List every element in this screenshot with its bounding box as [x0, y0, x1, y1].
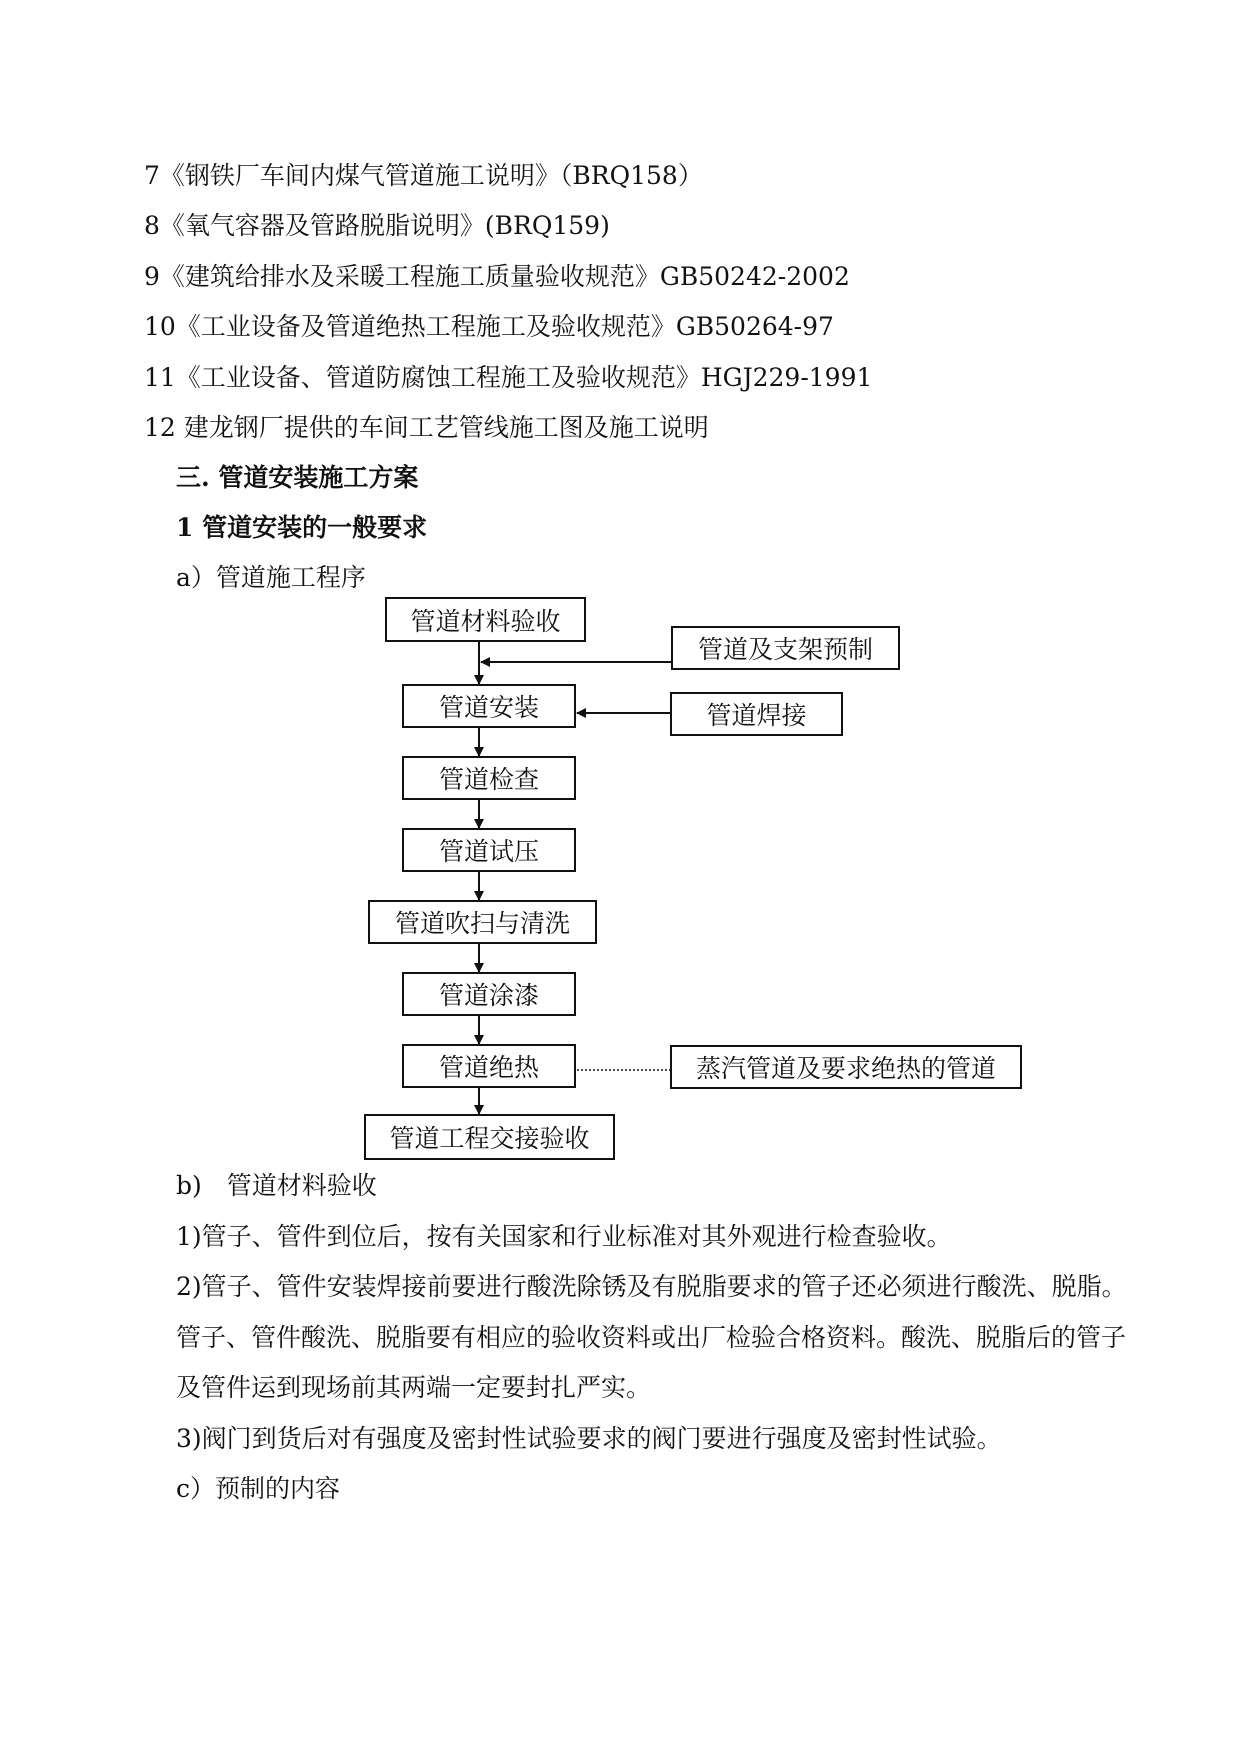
flow-step-pressure-test: 管道试压 — [402, 828, 576, 872]
flow-step-purge-and-clean: 管道吹扫与清洗 — [368, 900, 597, 944]
item-b-label: b) 管道材料验收 — [176, 1171, 377, 1200]
flow-step-material-inspection: 管道材料验收 — [385, 597, 586, 642]
reference-item-12: 12 建龙钢厂提供的车间工艺管线施工图及施工说明 — [144, 413, 709, 442]
reference-item-10: 10《工业设备及管道绝热工程施工及验收规范》GB50264-97 — [144, 312, 834, 341]
flow-step-painting: 管道涂漆 — [402, 972, 576, 1016]
flow-step-insulation: 管道绝热 — [402, 1044, 576, 1088]
flow-side-welding: 管道焊接 — [670, 692, 843, 736]
flow-side-prefabrication: 管道及支架预制 — [671, 626, 900, 670]
reference-item-7: 7《钢铁厂车间内煤气管道施工说明》（BRQ158） — [144, 161, 703, 190]
paragraph-2-end: 及管件运到现场前其两端一定要封扎严实。 — [176, 1373, 652, 1402]
flow-step-pipe-inspection: 管道检查 — [402, 756, 576, 800]
item-a-label: a）管道施工程序 — [176, 563, 366, 592]
flow-step-handover-acceptance: 管道工程交接验收 — [364, 1114, 615, 1160]
paragraph-2: 2)管子、管件安装焊接前要进行酸洗除锈及有脱脂要求的管子还必须进行酸洗、脱脂。 — [176, 1272, 1127, 1301]
flow-side-insulation-scope: 蒸汽管道及要求绝热的管道 — [670, 1045, 1022, 1089]
item-c-label: c）预制的内容 — [176, 1474, 341, 1503]
subsection-title: 1 管道安装的一般要求 — [176, 513, 428, 542]
reference-item-8: 8《氧气容器及管路脱脂说明》(BRQ159) — [144, 211, 610, 240]
paragraph-1: 1)管子、管件到位后，按有关国家和行业标准对其外观进行检查验收。 — [176, 1222, 952, 1251]
reference-item-9: 9《建筑给排水及采暖工程施工质量验收规范》GB50242-2002 — [144, 262, 850, 291]
section-title: 三. 管道安装施工方案 — [176, 463, 419, 492]
reference-item-11: 11《工业设备、管道防腐蚀工程施工及验收规范》HGJ229-1991 — [144, 363, 873, 392]
paragraph-2-continued: 管子、管件酸洗、脱脂要有相应的验收资料或出厂检验合格资料。酸洗、脱脂后的管子 — [176, 1323, 1127, 1352]
paragraph-3: 3)阀门到货后对有强度及密封性试验要求的阀门要进行强度及密封性试验。 — [176, 1424, 1002, 1453]
flow-step-pipe-installation: 管道安装 — [402, 684, 576, 728]
